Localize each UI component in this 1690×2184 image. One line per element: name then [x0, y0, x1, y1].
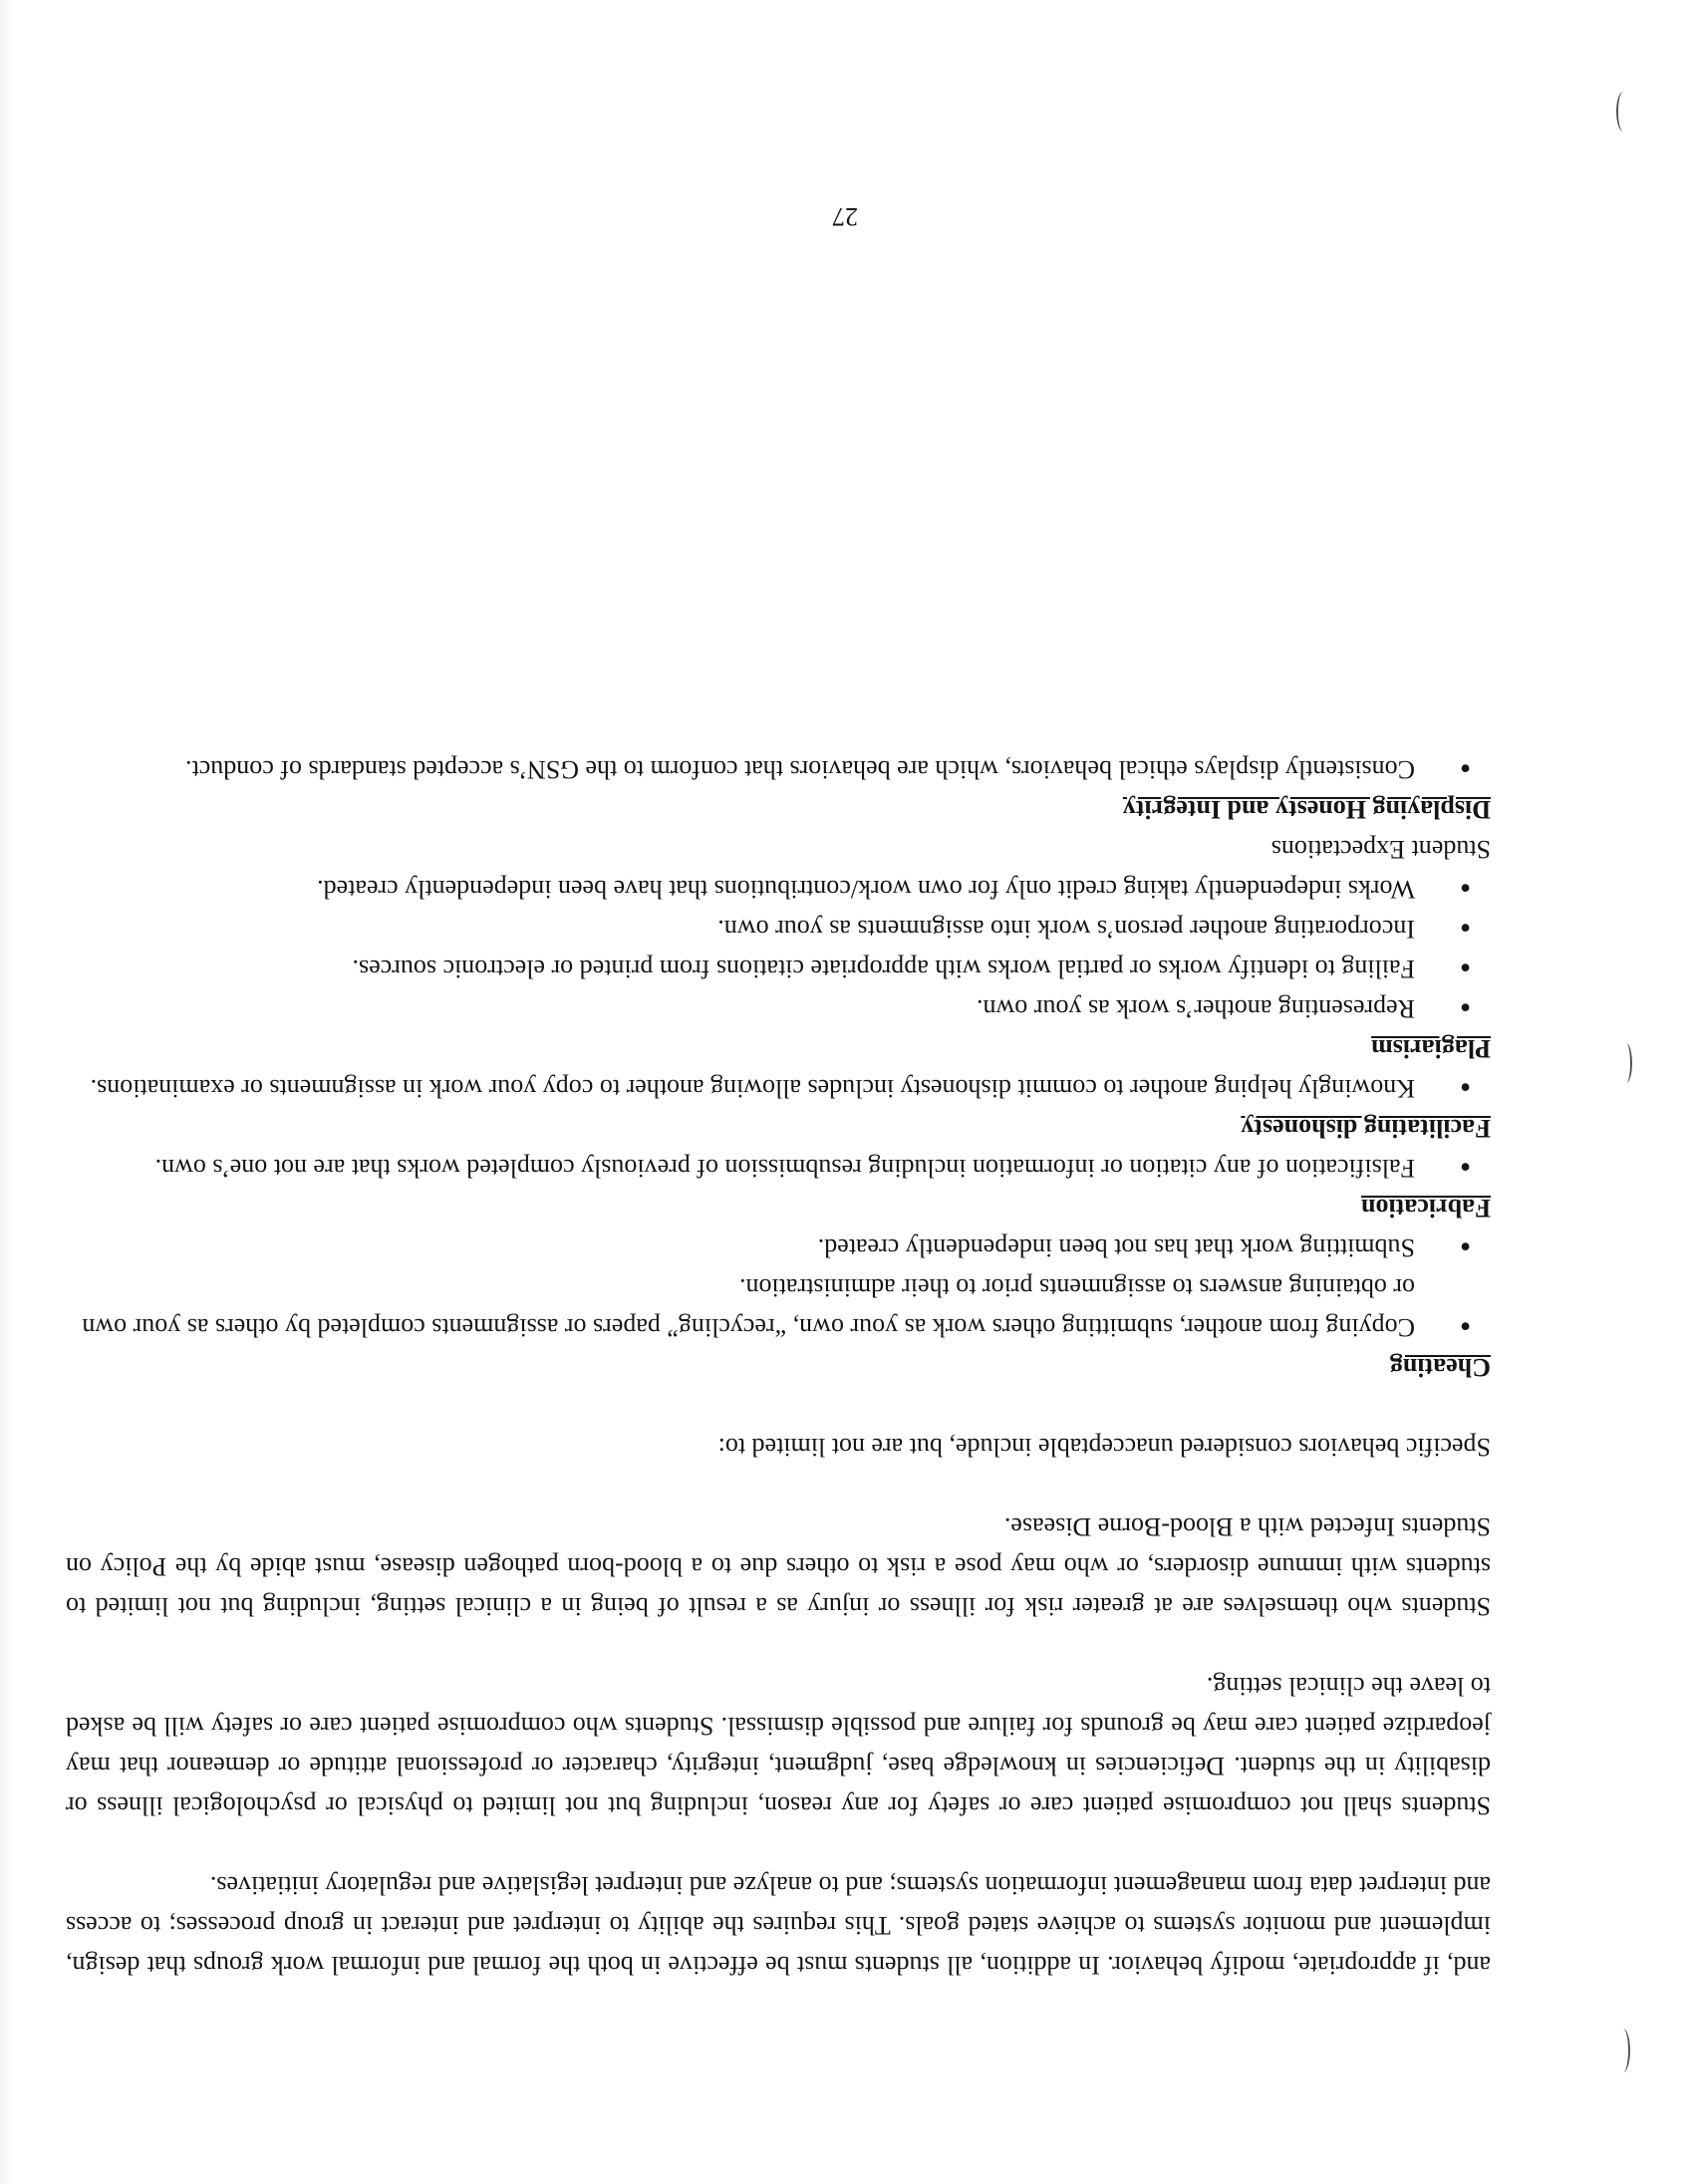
- paragraph-unacceptable-behaviors: Specific behaviors considered unacceptable include, but are not limited to:: [717, 1433, 1491, 1462]
- list-item: ● Incorporating another person’s work into assignments as your own.: [66, 909, 1491, 949]
- fabrication-list: [66, 1148, 1491, 1188]
- heading-fabrication: Fabrication: [1361, 1194, 1491, 1223]
- plagiarism-list: [66, 869, 1491, 1028]
- list-item: ● Knowingly helping another to commit dishonesty includes allowing another to copy your work in assignments or examinations.: [66, 1068, 1491, 1108]
- scan-mark: [1616, 2029, 1630, 2072]
- paragraph-infection-risk: Students who themselves are at greater risk for illness or injury as a result of being in a clinical setting, including but not limited to students with immune disorders, or who may pose a risk to others due to a blood-born pathogen disease, must abide by the Policy on Students Infected with a Blood-Borne Disease.: [66, 1512, 1491, 1621]
- scan-edge-shadow: [0, 0, 14, 2184]
- scan-mark: [1620, 1043, 1632, 1083]
- list-item: ● Works independently taking credit only for own work/contributions that have been independently created.: [66, 869, 1491, 909]
- list-item: ● Failing to identify works or partial works with appropriate citations from printed or electronic sources.: [66, 949, 1491, 988]
- paragraph-patient-safety: Students shall not compromise patient care or safety for any reason, including but not limited to physical or psychological illness or disability in the student. Deficiencies in knowledge base, judgment, integrity, character or professional attitude or demeanor that may jeopardize patient care may be grounds for failure and possible dismissal. Students who compromise patient care or safety will be asked to leave the clinical setting.: [66, 1672, 1491, 1820]
- list-item: ● Falsification of any citation or information including resubmission of previously completed works that are not one’s own.: [66, 1148, 1491, 1188]
- list-item: ● Submitting work that has not been independently created.: [66, 1228, 1491, 1267]
- list-item: ● Copying from another, submitting others work as your own, “recycling” papers or assignments completed by others as your own or obtaining answers to assignments prior to their administration.: [66, 1267, 1491, 1347]
- list-item: ● Representing another’s work as your own.: [66, 988, 1491, 1028]
- scan-mark: [1616, 92, 1630, 132]
- list-item: ● Consistently displays ethical behaviors, which are behaviors that conform to the GSN’s accepted standards of conduct.: [66, 749, 1491, 789]
- facilitating-dishonesty-list: [66, 1068, 1491, 1108]
- cheating-list: [66, 1228, 1491, 1347]
- page-content: [66, 749, 1491, 1985]
- spacer: [66, 1387, 1491, 1427]
- heading-cheating: Cheating: [1389, 1353, 1491, 1382]
- paragraph-group-work: and, if appropriate, modify behavior. In addition, all students must be effective in both the formal and informal work groups that design, implement and monitor systems to achieve stated goals. This requires the ability to interpret and interact in group processes; to access and interpret data from management information systems; and to analyze and interpret legislative and regulatory initiatives.: [66, 1871, 1491, 1980]
- student-expectations-label: Student Expectations: [1270, 835, 1491, 864]
- heading-plagiarism: Plagiarism: [1371, 1034, 1491, 1063]
- expectations-list: [66, 749, 1491, 789]
- page-number: 27: [832, 202, 858, 231]
- heading-facilitating-dishonesty: Facilitating dishonesty: [1241, 1114, 1491, 1143]
- heading-honesty-integrity: Displaying Honesty and Integrity: [1122, 795, 1491, 824]
